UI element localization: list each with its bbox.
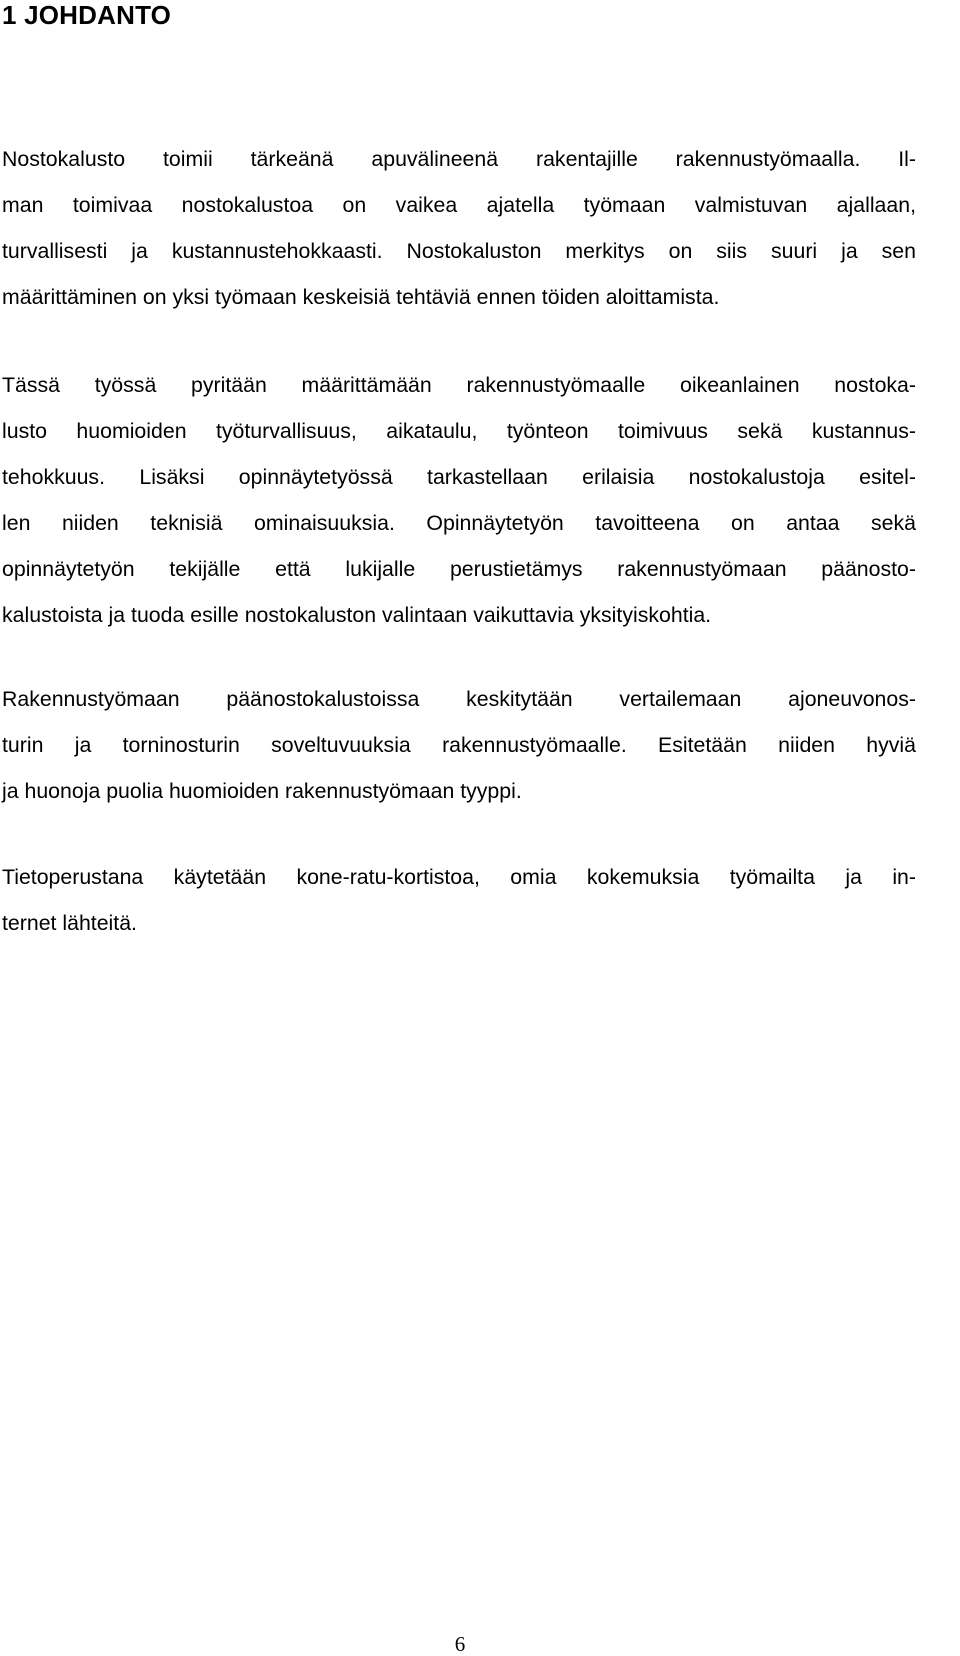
paragraph-3 — [2, 676, 916, 814]
paragraph-line: Tässä työssä pyritään määrittämään rakennustyömaalle oikeanlainen nostoka- — [2, 373, 916, 397]
page-number: 6 — [454, 1632, 466, 1656]
paragraph-line: turin ja torninosturin soveltuvuuksia rakennustyömaalle. Esitetään niiden hyviä — [2, 733, 916, 757]
paragraph-line: Rakennustyömaan päänostokalustoissa keskitytään vertailemaan ajoneuvonos- — [2, 687, 916, 711]
chapter-heading: 1 JOHDANTO — [2, 0, 172, 30]
paragraph-2 — [2, 362, 916, 638]
paragraph-line: len niiden teknisiä ominaisuuksia. Opinnäytetyön tavoitteena on antaa sekä — [2, 511, 916, 535]
paragraph-line: ja huonoja puolia huomioiden rakennustyömaan tyyppi. — [2, 779, 522, 803]
paragraph-line: tehokkuus. Lisäksi opinnäytetyössä tarkastellaan erilaisia nostokalustoja esitel- — [2, 465, 916, 489]
paragraph-line: turvallisesti ja kustannustehokkaasti. Nostokaluston merkitys on siis suuri ja sen — [2, 239, 916, 263]
paragraph-line: Nostokalusto toimii tärkeänä apuvälineenä rakentajille rakennustyömaalla. Il- — [2, 147, 916, 171]
paragraph-line: kalustoista ja tuoda esille nostokaluston valintaan vaikuttavia yksityiskohtia. — [2, 603, 712, 627]
paragraph-line: lusto huomioiden työturvallisuus, aikataulu, työnteon toimivuus sekä kustannus- — [2, 419, 916, 443]
paragraph-line: man toimivaa nostokalustoa on vaikea ajatella työmaan valmistuvan ajallaan, — [2, 193, 916, 217]
paragraph-line: määrittäminen on yksi työmaan keskeisiä tehtäviä ennen töiden aloittamista. — [2, 285, 720, 309]
paragraph-line: opinnäytetyön tekijälle että lukijalle perustietämys rakennustyömaan päänosto- — [2, 557, 916, 581]
paragraph-1 — [2, 136, 916, 320]
paragraph-line: Tietoperustana käytetään kone-ratu-kortistoa, omia kokemuksia työmailta ja in- — [2, 865, 916, 889]
paragraph-line: ternet lähteitä. — [2, 911, 137, 935]
paragraph-4 — [2, 854, 916, 946]
